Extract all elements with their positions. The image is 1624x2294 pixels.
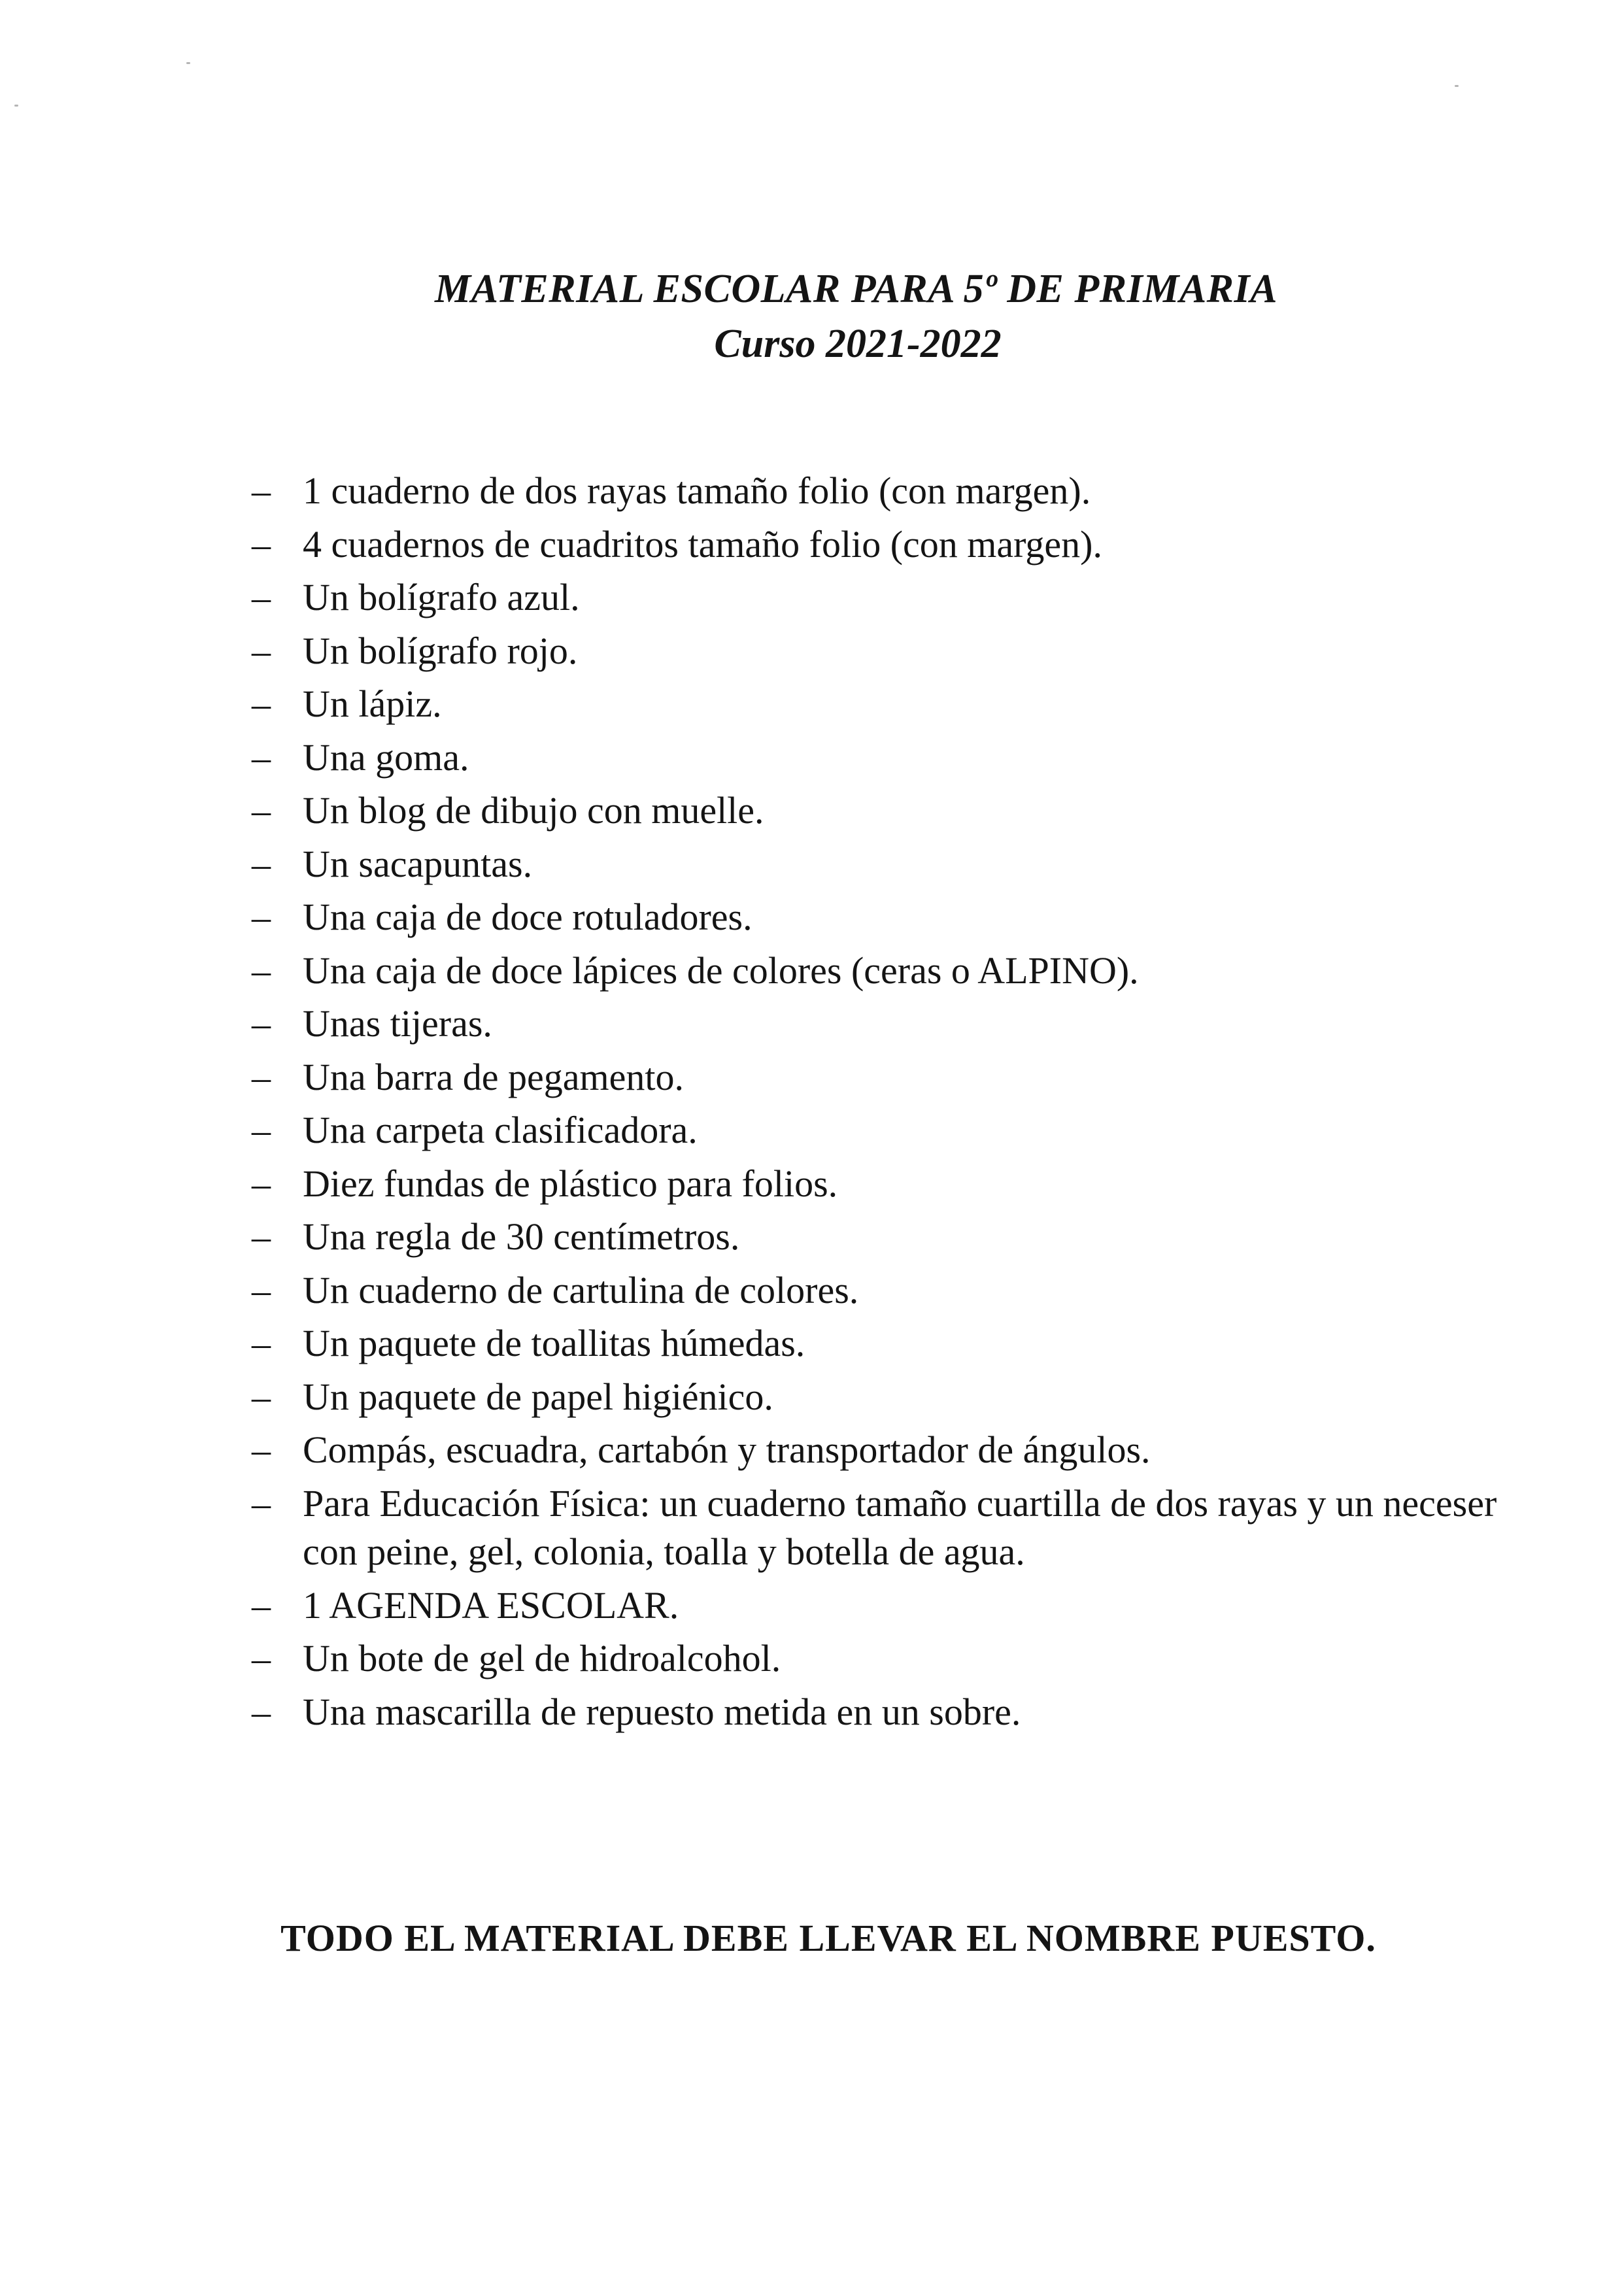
scan-speck [14, 105, 18, 107]
list-item-text: Una mascarilla de repuesto metida en un sobre. [303, 1690, 1021, 1733]
list-item-text: Una caja de doce lápices de colores (ceras o ALPINO). [303, 949, 1139, 992]
list-item-text: Un sacapuntas. [303, 842, 533, 885]
list-item-text: Una regla de 30 centímetros. [303, 1215, 740, 1258]
dash-bullet: – [252, 789, 271, 832]
list-item [252, 1157, 1527, 1211]
list-item [252, 944, 1527, 998]
list-item [252, 677, 1527, 731]
scan-speck [1455, 85, 1459, 87]
scan-speck [186, 62, 190, 64]
dash-bullet: – [252, 576, 271, 618]
list-item [252, 1210, 1527, 1264]
list-item-text: 4 cuadernos de cuadritos tamaño folio (con margen). [303, 522, 1102, 565]
list-item [252, 1264, 1527, 1317]
list-item [252, 464, 1527, 518]
dash-bullet: – [252, 1162, 271, 1205]
list-item-text: Un bote de gel de hidroalcohol. [303, 1637, 781, 1679]
list-item-text: Unas tijeras. [303, 1002, 492, 1045]
dash-bullet: – [252, 896, 271, 938]
list-item [252, 1423, 1527, 1477]
title-block [0, 261, 1624, 371]
dash-bullet: – [252, 1055, 271, 1098]
list-item [252, 571, 1527, 624]
dash-bullet: – [252, 1583, 271, 1627]
list-item [252, 1579, 1527, 1632]
list-item [252, 1317, 1527, 1370]
list-item-text: Un paquete de papel higiénico. [303, 1375, 773, 1418]
dash-bullet: – [252, 842, 271, 885]
list-item-text: Un bolígrafo rojo. [303, 629, 578, 672]
list-item [252, 1370, 1527, 1424]
list-item-text: Una barra de pegamento. [303, 1055, 684, 1098]
dash-bullet: – [252, 1690, 271, 1733]
page-subtitle: Curso 2021-2022 [714, 322, 1002, 366]
list-item-text: 1 AGENDA ESCOLAR. [303, 1583, 679, 1627]
list-item [252, 1685, 1527, 1739]
list-item-text: Para Educación Física: un cuaderno tamaño cuartilla de dos rayas y un neceser con peine, gel, colonia, toalla y botella de agua. [303, 1481, 1497, 1573]
list-item [252, 837, 1527, 891]
dash-bullet: – [252, 1322, 271, 1364]
dash-bullet: – [252, 1428, 271, 1471]
list-item-text: Un cuaderno de cartulina de colores. [303, 1268, 859, 1311]
list-item-text: 1 cuaderno de dos rayas tamaño folio (con margen). [303, 469, 1091, 512]
list-item [252, 890, 1527, 944]
list-item [252, 997, 1527, 1051]
footer-notice: TODO EL MATERIAL DEBE LLEVAR EL NOMBRE PUESTO. [280, 1917, 1376, 1959]
list-item [252, 1051, 1527, 1104]
list-item-text: Un bolígrafo azul. [303, 576, 580, 618]
list-item-text: Una caja de doce rotuladores. [303, 896, 753, 938]
dash-bullet: – [252, 1375, 271, 1418]
list-item [252, 1632, 1527, 1685]
dash-bullet: – [252, 522, 271, 565]
list-item [252, 1477, 1545, 1579]
list-item-text: Compás, escuadra, cartabón y transportador de ángulos. [303, 1428, 1151, 1471]
list-item [252, 731, 1527, 784]
list-item [252, 624, 1527, 678]
supply-list [252, 464, 1527, 1738]
list-item-text: Un paquete de toallitas húmedas. [303, 1322, 805, 1364]
list-item [252, 784, 1527, 837]
dash-bullet: – [252, 1268, 271, 1311]
dash-bullet: – [252, 469, 271, 512]
list-item [252, 518, 1527, 571]
dash-bullet: – [252, 1637, 271, 1679]
dash-bullet: – [252, 1215, 271, 1258]
list-item-text: Una carpeta clasificadora. [303, 1109, 698, 1151]
dash-bullet: – [252, 629, 271, 672]
dash-bullet: – [252, 1002, 271, 1045]
dash-bullet: – [252, 949, 271, 992]
dash-bullet: – [252, 1109, 271, 1151]
list-item-text: Un lápiz. [303, 683, 442, 725]
dash-bullet: – [252, 1481, 271, 1525]
list-item-text: Un blog de dibujo con muelle. [303, 789, 764, 832]
list-item [252, 1104, 1527, 1157]
list-item-text: Una goma. [303, 735, 469, 779]
list-item-text: Diez fundas de plástico para folios. [303, 1162, 838, 1205]
page-title: MATERIAL ESCOLAR PARA 5º DE PRIMARIA [434, 267, 1278, 311]
dash-bullet: – [252, 735, 271, 779]
dash-bullet: – [252, 683, 271, 725]
